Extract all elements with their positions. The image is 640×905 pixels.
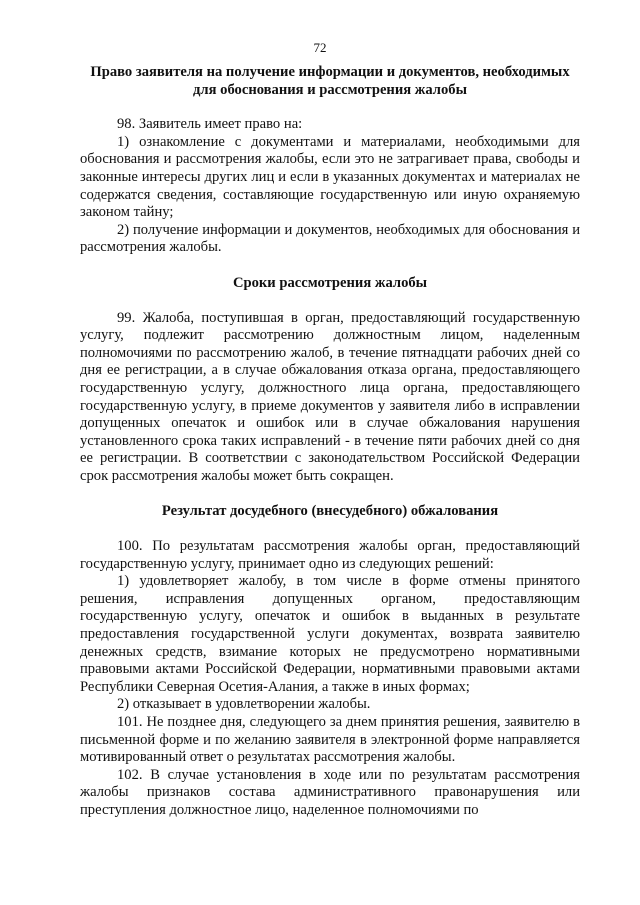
paragraph-102: 102. В случае установления в ходе или по результатам рассмотрения жалобы признаков состава административного правонарушения или преступления должностное лицо, наделенное полномочиями по	[80, 766, 580, 818]
paragraph-101: 101. Не позднее дня, следующего за днем принятия решения, заявителю в письменной форме и по желанию заявителя в электронной форме направляется мотивированный ответ о результатах рассмотрения жалобы.	[80, 714, 580, 766]
paragraph-100: 100. По результатам рассмотрения жалобы орган, предоставляющий государственную услугу, принимает одно из следующих решений:	[80, 538, 580, 572]
document-body	[80, 64, 580, 820]
spacer	[80, 257, 580, 275]
spacer	[80, 293, 580, 310]
paragraph-100-item-1: 1) удовлетворяет жалобу, в том числе в форме отмены принятого решения, исправления допущенных органом, предоставляющим государственную услугу, опечаток и ошибок в выданных в результате предоставления государственной услуги документах, возврата заявителю денежных средств, взимание которых не предусмотрено нормативными правовыми актами Российской Федерации, нормативными правовыми актами Республики Северная Осетия-Алания, а также в иных формах;	[80, 573, 580, 695]
spacer	[80, 485, 580, 503]
section-heading-applicant-rights: Право заявителя на получение информации и документов, необходимых для обоснования и рассмотрения жалобы	[90, 64, 570, 98]
paragraph-99: 99. Жалоба, поступившая в орган, предоставляющий государственную услугу, подлежит рассмотрению должностным лицом, наделенным полномочиями по рассмотрению жалоб, в течение пятнадцати рабочих дней со дня ее регистрации, а в случае обжалования отказа органа, предоставляющего государственную услугу, должностного лица органа, предоставляющего государственную услугу, в приеме документов у заявителя либо в исправлении допущенных опечаток и ошибок или в случае обжалования нарушения установленного срока таких исправлений - в течение пяти рабочих дней со дня ее регистрации. В соответствии с законодательством Российской Федерации срок рассмотрения жалобы может быть сокращен.	[80, 309, 580, 484]
spacer	[80, 521, 580, 538]
section-heading-review-terms: Сроки рассмотрения жалобы	[232, 274, 428, 291]
paragraph-100-item-2: 2) отказывает в удовлетворении жалобы.	[117, 696, 371, 713]
paragraph-98-item-2: 2) получение информации и документов, необходимых для обоснования и рассмотрения жалобы.	[80, 221, 580, 256]
paragraph-98: 98. Заявитель имеет право на:	[117, 116, 303, 133]
paragraph-98-item-1: 1) ознакомление с документами и материалами, необходимыми для обоснования и рассмотрения жалобы, если это не затрагивает права, свободы и законные интересы других лиц и если в указанных документах и материалах не содержатся сведения, составляющие государственную или иную охраняемую законом тайну;	[80, 133, 580, 221]
spacer	[80, 99, 580, 116]
page-number: 72	[313, 40, 327, 55]
section-heading-appeal-result: Результат досудебного (внесудебного) обжалования	[161, 503, 499, 520]
